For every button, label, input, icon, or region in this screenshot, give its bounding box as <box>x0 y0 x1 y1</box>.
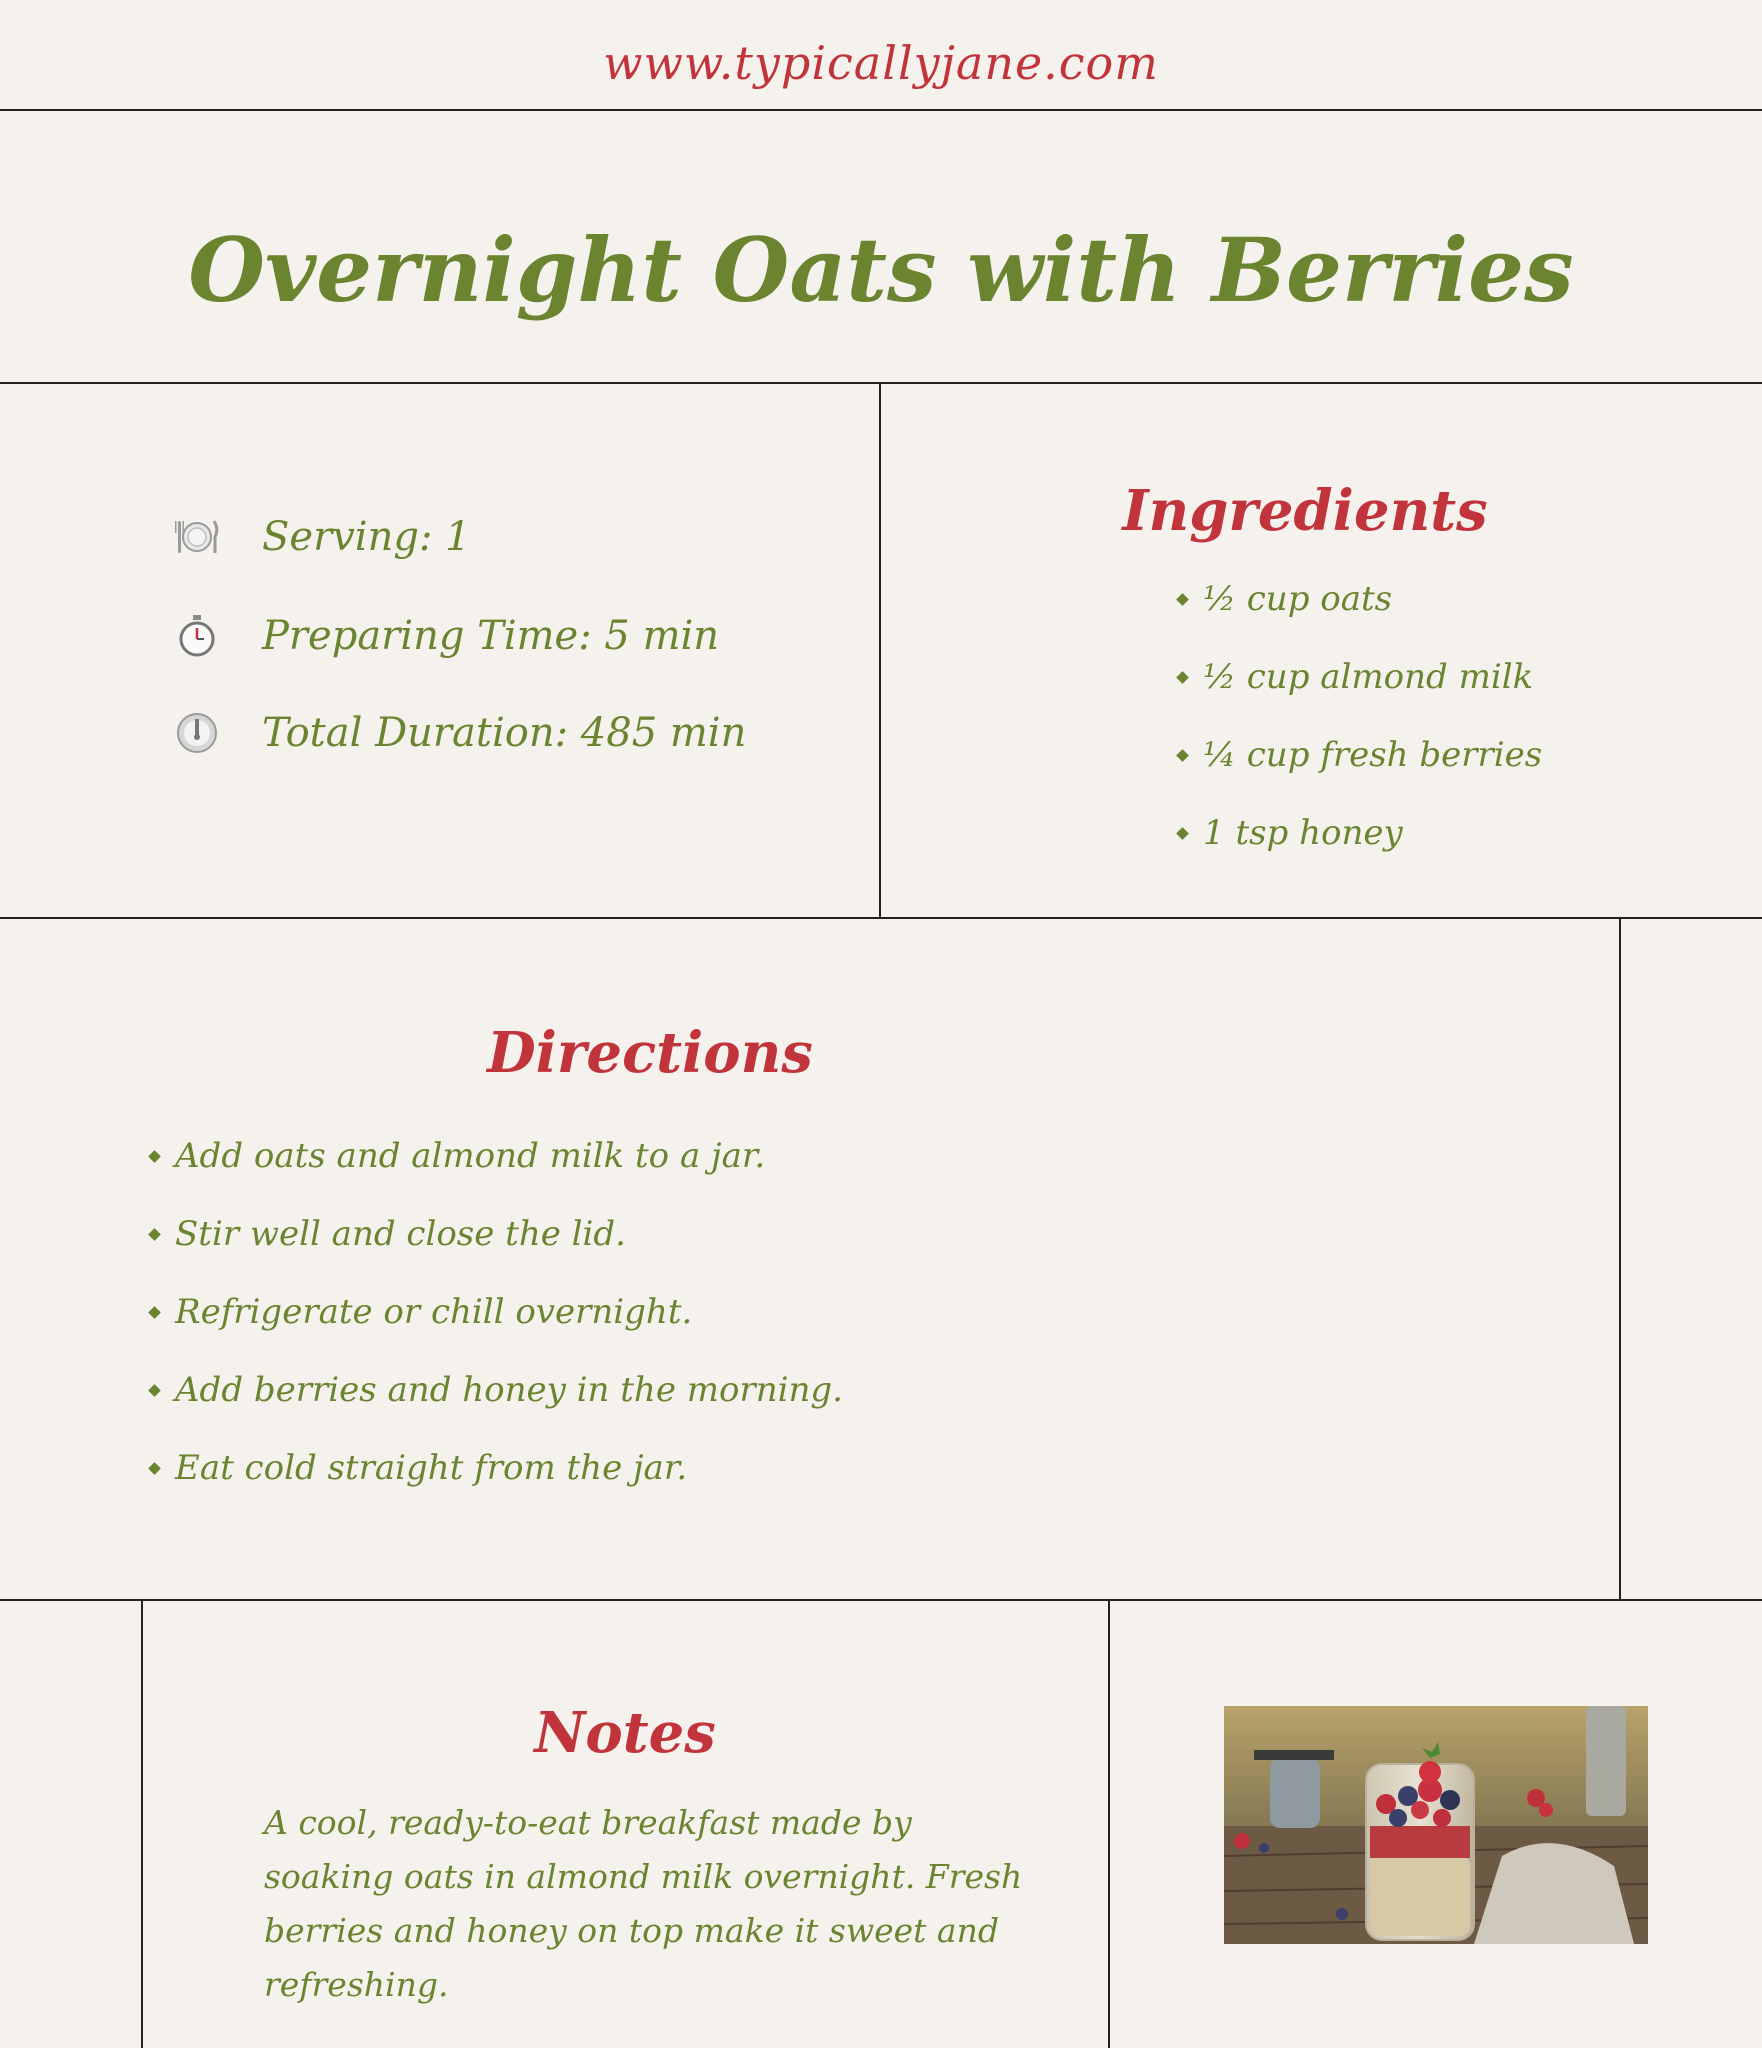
notes-title: Notes <box>534 1700 716 1766</box>
bullet-icon <box>1176 671 1189 684</box>
bullet-icon <box>148 1228 161 1241</box>
site-url[interactable]: www.typicallyjane.com <box>603 36 1159 90</box>
direction-step: Refrigerate or chill overnight. <box>150 1273 843 1351</box>
direction-step: Add oats and almond milk to a jar. <box>150 1117 843 1195</box>
directions-list <box>150 1117 843 1507</box>
total-duration-label: Total Duration: 485 min <box>262 710 747 756</box>
plate-cutlery-icon <box>172 512 222 562</box>
header-divider <box>0 109 1762 111</box>
direction-step: Eat cold straight from the jar. <box>150 1429 843 1507</box>
timer-icon <box>172 708 222 758</box>
notes-text: A cool, ready-to-eat breakfast made by soaking oats in almond milk overnight. Fresh berries and honey on top make it sweet and refreshing. <box>264 1803 1023 2004</box>
directions-divider <box>0 1599 1762 1601</box>
stopwatch-icon <box>172 611 222 661</box>
ingredient-item: ¼ cup fresh berries <box>1178 716 1542 794</box>
direction-step: Stir well and close the lid. <box>150 1195 843 1273</box>
serving-info <box>172 507 832 567</box>
ingredients-list <box>1178 560 1542 872</box>
total-duration-info <box>172 703 832 763</box>
bullet-icon <box>1176 593 1189 606</box>
ingredient-item: ½ cup oats <box>1178 560 1542 638</box>
notes-left-divider <box>141 1600 143 2048</box>
bullet-icon <box>1176 827 1189 840</box>
info-column-divider <box>879 383 881 918</box>
ingredient-item: 1 tsp honey <box>1178 794 1542 872</box>
preparing-time-label: Preparing Time: 5 min <box>262 613 720 659</box>
ingredients-title: Ingredients <box>1122 478 1488 544</box>
info-divider <box>0 917 1762 919</box>
bullet-icon <box>148 1384 161 1397</box>
direction-step: Add berries and honey in the morning. <box>150 1351 843 1429</box>
bullet-icon <box>1176 749 1189 762</box>
bullet-icon <box>148 1150 161 1163</box>
bullet-icon <box>148 1462 161 1475</box>
overnight-oats-jar-photo <box>1224 1706 1648 1944</box>
serving-label: Serving: 1 <box>262 514 471 560</box>
title-divider <box>0 382 1762 384</box>
recipe-title: Overnight Oats with Berries <box>188 218 1574 322</box>
bullet-icon <box>148 1306 161 1319</box>
directions-right-divider <box>1619 918 1621 1600</box>
preparing-time-info <box>172 606 832 666</box>
ingredient-item: ½ cup almond milk <box>1178 638 1542 716</box>
directions-title: Directions <box>487 1020 813 1086</box>
notes-right-divider <box>1108 1600 1110 2048</box>
